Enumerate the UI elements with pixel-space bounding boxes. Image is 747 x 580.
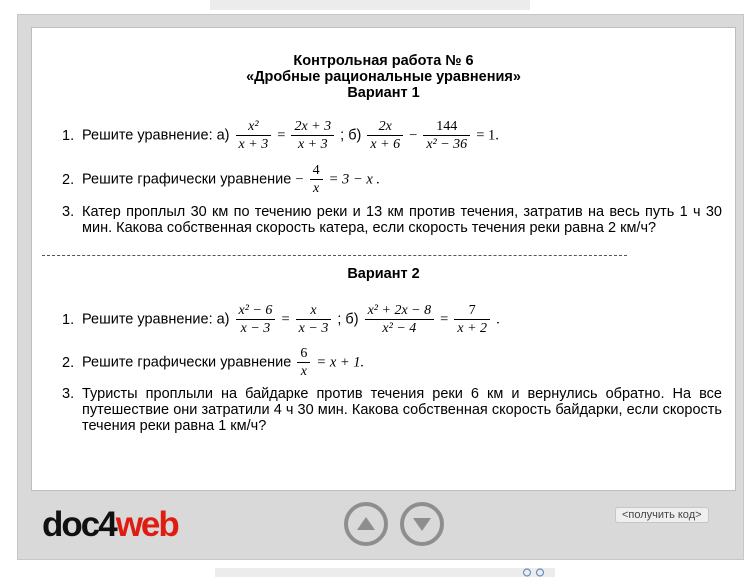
v1-task1-fraction-a-left [236, 118, 272, 153]
v2-task1 [82, 302, 500, 337]
document-page [31, 27, 736, 491]
v1-task1-number: 1. [62, 128, 75, 144]
numerator: x² − 6 [236, 302, 276, 320]
denominator: x − 3 [298, 321, 329, 336]
denominator: x + 3 [238, 137, 269, 152]
next-page-button[interactable] [400, 502, 444, 546]
v1-task1-text: Решите уравнение: а) [82, 127, 230, 144]
v2-task3-text: Туристы проплыли на байдарке против течения реки 6 км и вернулись обратно. На все путешествие они затратили 4 ч 30 мин. Какова собственная скорость байдарки, если скорость течения реки равна 1 км/ч? [82, 386, 722, 434]
bottom-page-strip [215, 568, 555, 577]
v1-task3-number: 3. [62, 204, 75, 220]
top-page-strip [210, 0, 530, 10]
v2-task1-text: Решите уравнение: а) [82, 311, 230, 328]
previous-page-button[interactable] [344, 502, 388, 546]
v2-task2-text: Решите графически уравнение [82, 354, 292, 371]
v1-task1-fraction-b2 [423, 118, 470, 153]
numerator: 2x + 3 [291, 118, 334, 136]
denominator: x² − 36 [426, 137, 468, 152]
denominator: x [313, 181, 320, 196]
v2-task2 [82, 345, 364, 380]
v2-task2-fraction [297, 345, 310, 380]
v1-task1 [82, 118, 499, 153]
v2-task1-fraction-a-left [236, 302, 276, 337]
denominator: x + 6 [370, 137, 401, 152]
numerator: x [296, 302, 332, 320]
v2-task2-number: 2. [62, 355, 75, 371]
equals-sign: = [277, 127, 286, 144]
equation-end: . [496, 311, 500, 328]
v1-task1-fraction-b1 [367, 118, 403, 153]
v1-task3-text: Катер проплыл 30 км по течению реки и 13 км против течения, затратив на весь путь 1 ч 30 мин. Какова собственная скорость катера, если скорость течения реки равна 2 км/ч? [82, 204, 722, 236]
v2-task1-number: 1. [62, 312, 75, 328]
part-separator: ; б) [340, 127, 362, 144]
v1-task2-fraction [310, 162, 323, 197]
v1-task2-number: 2. [62, 172, 75, 188]
numerator: 6 [297, 345, 310, 363]
v1-task2-text: Решите графически уравнение [82, 171, 292, 188]
variant2-heading: Вариант 2 [347, 266, 420, 282]
v2-task1-fraction-b-right [454, 302, 490, 337]
numerator: 2x [367, 118, 403, 136]
denominator: x − 3 [240, 321, 271, 336]
zoom-icon [522, 568, 548, 577]
triangle-up-icon [354, 512, 378, 536]
v1-task1-fraction-a-right [291, 118, 334, 153]
v2-task1-fraction-b-left [365, 302, 435, 337]
part-separator: ; б) [337, 311, 359, 328]
equation-end: = 1. [476, 127, 499, 144]
numerator: x² + 2x − 8 [365, 302, 435, 320]
v2-task3-number: 3. [62, 386, 75, 402]
minus-sign: − [409, 127, 418, 144]
document-content [32, 28, 735, 490]
doc-title: Контрольная работа № 6 [293, 53, 474, 69]
variant-separator [42, 255, 627, 256]
triangle-down-icon [410, 512, 434, 536]
denominator: x [300, 364, 307, 379]
numerator: x² [236, 118, 272, 136]
numerator: 4 [310, 162, 323, 180]
v1-task2 [82, 162, 380, 197]
logo-part-web: web [115, 505, 178, 544]
denominator: x² − 4 [382, 321, 417, 336]
logo-part-doc4: doc4 [42, 505, 116, 544]
toolbar-icons [522, 568, 548, 580]
denominator: x + 3 [297, 137, 328, 152]
equals-sign: = [440, 311, 449, 328]
equation-rest: = x + 1. [316, 354, 365, 371]
equals-sign: = [281, 311, 290, 328]
v2-task1-fraction-a-right [296, 302, 332, 337]
variant1-heading: Вариант 1 [347, 85, 420, 101]
numerator: 7 [454, 302, 490, 320]
doc4web-logo[interactable] [42, 505, 178, 545]
get-code-link[interactable]: <получить код> [615, 507, 709, 523]
minus-sign: − [295, 171, 304, 188]
denominator: x + 2 [457, 321, 488, 336]
doc-subtitle: «Дробные рациональные уравнения» [246, 69, 521, 85]
numerator: 144 [423, 118, 470, 136]
equation-rest: = 3 − x . [328, 171, 381, 188]
